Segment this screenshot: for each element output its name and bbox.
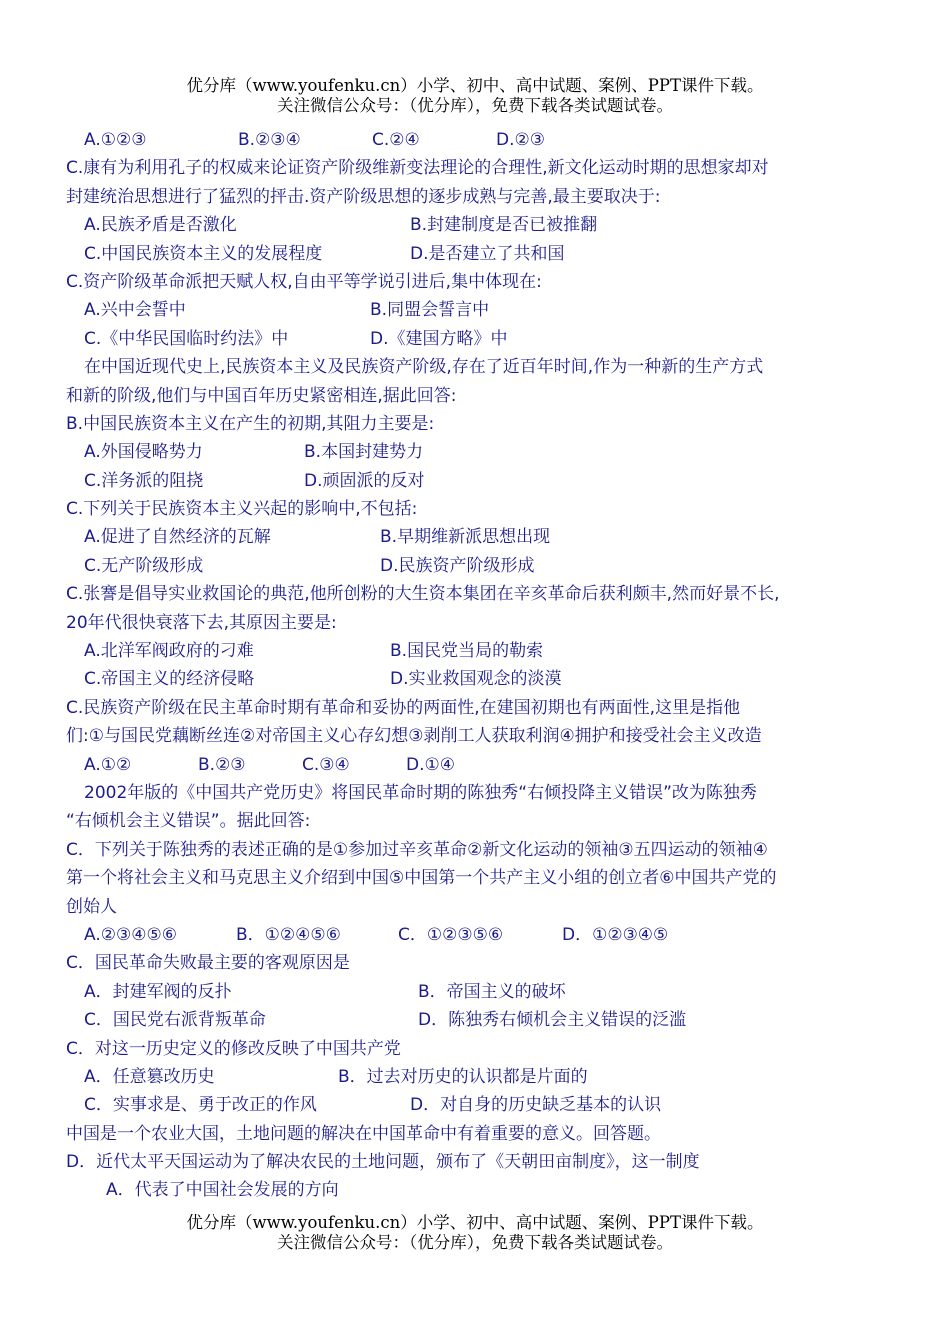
text-line: 第一个将社会主义和马克思主义介绍到中国⑤中国第一个共产主义小组的创立者⑥中国共产党的	[66, 868, 777, 889]
answer-option: B.同盟会誓言中	[370, 300, 490, 321]
answer-option: A.外国侵略势力	[84, 442, 203, 463]
text-line: 们:①与国民党藕断丝连②对帝国主义心存幻想③剥削工人获取利润④拥护和接受社会主义改造	[66, 726, 762, 747]
answer-options-row	[66, 978, 886, 1006]
answer-options-row	[66, 523, 886, 551]
answer-options-row	[66, 1091, 886, 1119]
page-footer	[0, 1213, 950, 1253]
answer-option: D．陈独秀右倾机会主义错误的泛滥	[418, 1010, 687, 1031]
answer-option: B．①②④⑤⑥	[236, 924, 341, 945]
text-line: “右倾机会主义错误”。据此回答:	[66, 811, 311, 832]
text-line: C.张謇是倡导实业救国论的典范,他所创粉的大生资本集团在辛亥革命后获利颇丰,然而好景不长,	[66, 584, 780, 605]
answer-option: D.②③	[496, 130, 545, 150]
text-line: C.下列关于民族资本主义兴起的影响中,不包括:	[66, 499, 418, 520]
answer-option: B.国民党当局的勒索	[390, 641, 544, 662]
header-line-2: 关注微信公众号：（优分库），免费下载各类试题试卷。	[277, 96, 673, 115]
answer-options-row	[66, 921, 886, 949]
answer-option: A.兴中会誓中	[84, 300, 186, 321]
answer-options-row	[66, 751, 886, 779]
answer-option: B．帝国主义的破坏	[418, 981, 566, 1002]
answer-options-row	[66, 240, 886, 268]
answer-option: D．①②③④⑤	[562, 924, 669, 945]
answer-option: A.促进了自然经济的瓦解	[84, 527, 271, 548]
text-line: 中国是一个农业大国，土地问题的解决在中国革命中有着重要的意义。回答题。	[66, 1123, 661, 1144]
text-line: C．对这一历史定义的修改反映了中国共产党	[66, 1038, 401, 1059]
answer-option: C.②④	[372, 130, 420, 150]
answer-option: C．实事求是、勇于改正的作风	[84, 1095, 317, 1116]
answer-option: C.《中华民国临时约法》中	[84, 328, 289, 349]
answer-option: B.封建制度是否已被推翻	[410, 215, 598, 236]
answer-option: C.中国民族资本主义的发展程度	[84, 243, 323, 264]
answer-option: D.民族资产阶级形成	[380, 555, 535, 576]
answer-option: C．国民党右派背叛革命	[84, 1010, 266, 1031]
text-line: A．代表了中国社会发展的方向	[106, 1180, 339, 1201]
answer-option: D.顽固派的反对	[304, 470, 425, 491]
text-line: 和新的阶级,他们与中国百年历史紧密相连,据此回答:	[66, 385, 457, 406]
answer-options-row	[66, 211, 886, 239]
footer-line-2: 关注微信公众号：（优分库），免费下载各类试题试卷。	[277, 1233, 673, 1252]
answer-option: D．对自身的历史缺乏基本的认识	[410, 1095, 662, 1116]
answer-options-row	[66, 665, 886, 693]
answer-option: B．过去对历史的认识都是片面的	[338, 1066, 588, 1087]
header-line-1: 优分库（www.youfenku.cn）小学、初中、高中试题、案例、PPT课件下载。	[186, 76, 764, 95]
text-line: 封建统治思想进行了猛烈的抨击.资产阶级思想的逐步成熟与完善,最主要取决于:	[66, 186, 661, 207]
text-line: 20年代很快衰落下去,其原因主要是:	[66, 612, 337, 633]
answer-options-row	[66, 1006, 886, 1034]
answer-option: A.民族矛盾是否激化	[84, 215, 237, 236]
answer-option: B.②③	[198, 754, 246, 775]
answer-option: A．封建军阀的反扑	[84, 981, 232, 1002]
answer-option: C.③④	[302, 754, 350, 775]
answer-option: C．①②③⑤⑥	[398, 924, 504, 945]
answer-options-row	[66, 296, 886, 324]
answer-option: D.实业救国观念的淡漠	[390, 669, 562, 690]
answer-options-row	[66, 126, 886, 154]
text-line: C.康有为利用孔子的权威来论证资产阶级维新变法理论的合理性,新文化运动时期的思想家却对	[66, 158, 769, 179]
answer-options-row	[66, 637, 886, 665]
answer-options-row	[66, 1063, 886, 1091]
answer-option: D.《建国方略》中	[370, 328, 508, 349]
answer-option: B.早期维新派思想出现	[380, 527, 551, 548]
footer-line-1: 优分库（www.youfenku.cn）小学、初中、高中试题、案例、PPT课件下载。	[186, 1213, 764, 1232]
answer-options-row	[66, 467, 886, 495]
answer-option: A.②③④⑤⑥	[84, 924, 177, 945]
text-line: C．国民革命失败最主要的客观原因是	[66, 953, 350, 974]
answer-options-row	[66, 325, 886, 353]
text-line: C.民族资产阶级在民主革命时期有革命和妥协的两面性,在建国初期也有两面性,这里是指他	[66, 697, 741, 718]
text-line: 创始人	[66, 896, 117, 917]
answer-option: A.①②③	[84, 130, 147, 150]
answer-option: D.是否建立了共和国	[410, 243, 565, 264]
answer-options-row	[66, 438, 886, 466]
text-line: C．下列关于陈独秀的表述正确的是①参加过辛亥革命②新文化运动的领袖③五四运动的领袖④	[66, 839, 768, 860]
question-body	[66, 126, 886, 1205]
answer-option: B.②③④	[238, 130, 301, 150]
answer-option: A.①②	[84, 754, 132, 775]
answer-option: D.①④	[406, 754, 455, 775]
answer-option: B.本国封建势力	[304, 442, 424, 463]
answer-option: A.北洋军阀政府的刁难	[84, 641, 254, 662]
answer-option: C.帝国主义的经济侵略	[84, 669, 255, 690]
page-header	[0, 76, 950, 116]
text-line: 在中国近现代史上,民族资本主义及民族资产阶级,存在了近百年时间,作为一种新的生产方式	[84, 357, 764, 378]
text-line: B.中国民族资本主义在产生的初期,其阻力主要是:	[66, 413, 435, 434]
text-line: D．近代太平天国运动为了解决农民的土地问题，颁布了《天朝田亩制度》，这一制度	[66, 1152, 700, 1173]
answer-option: A．任意篡改历史	[84, 1066, 215, 1087]
answer-options-row	[66, 552, 886, 580]
text-line: C.资产阶级革命派把天赋人权,自由平等学说引进后,集中体现在:	[66, 271, 542, 292]
answer-option: C.无产阶级形成	[84, 555, 204, 576]
answer-option: C.洋务派的阻挠	[84, 470, 204, 491]
text-line: 2002年版的《中国共产党历史》将国民革命时期的陈独秀“右倾投降主义错误”改为陈独秀	[84, 782, 757, 803]
